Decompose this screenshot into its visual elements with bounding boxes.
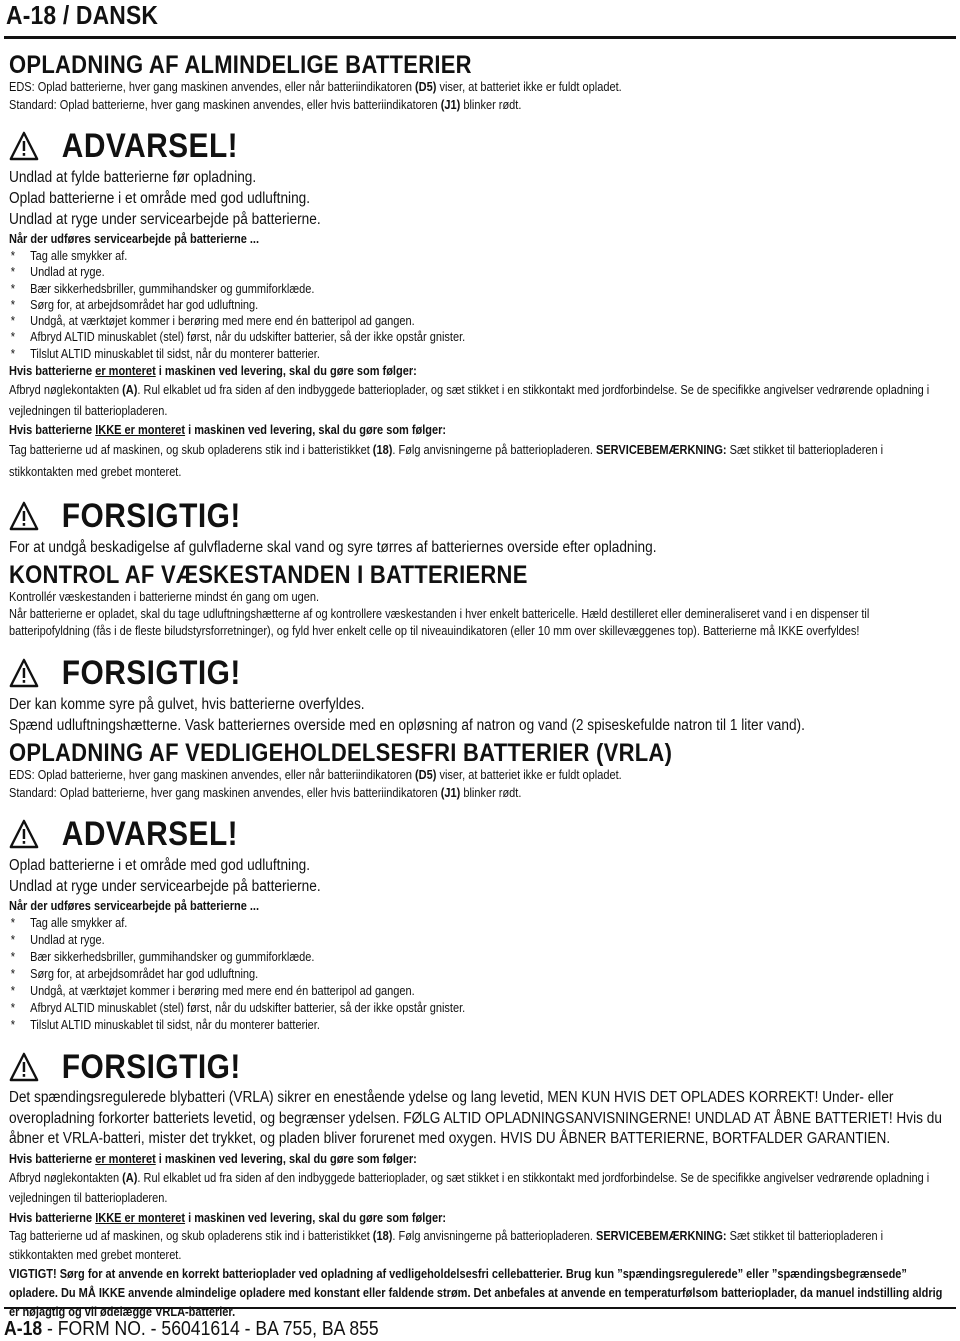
eds-instruction: EDS: Oplad batterierne, hver gang maskinen anvendes, eller når batteriindikatoren (D5) viser, at batteriet ikke er fuldt opladet. <box>9 768 622 783</box>
warning-line: Undlad at ryge under servicearbejde på batterierne. <box>9 878 321 896</box>
bullet-item: * Bær sikkerhedsbriller, gummihandsker og gummiforklæde. <box>10 281 315 296</box>
footer-form-number: - FORM NO. - 56041614 - BA 755, BA 855 <box>42 1318 379 1340</box>
fluid-check-instructions: Når batterierne er opladet, skal du tage udluftningshætterne af og kontrollere væskestanden i hver enkelt battericelle. Hæld destilleret eller demineraliseret vand i en dispenser til batteripofyldning (fås i de fleste biludstyrsforretninger), og fyld hver enkelt celle op til niveauindikatoren (eller 10 mm over skillevæggenes top). Batterierne må IKKE overfyldes! <box>9 607 870 639</box>
service-heading: Når der udføres servicearbejde på batterierne ... <box>9 899 260 914</box>
eds-instruction: EDS: Oplad batterierne, hver gang maskinen anvendes, eller når batteriindikatoren (D5) viser, at batteriet ikke er fuldt opladet. <box>9 80 622 94</box>
section-title-vrla: OPLADNING AF VEDLIGEHOLDELSESFRI BATTERIER (VRLA) <box>9 739 673 768</box>
warning-line: Oplad batterierne i et område med god udluftning. <box>9 857 311 875</box>
bullet-item: * Sørg for, at arbejdsområdet har god udluftning. <box>10 297 259 312</box>
bullet-item: * Undgå, at værktøjet kommer i berøring med mere end én batteripol ad gangen. <box>10 984 415 999</box>
warning-triangle-icon <box>9 1052 39 1082</box>
warning-triangle-icon <box>9 658 39 688</box>
warning-title: ADVARSEL! <box>61 127 239 165</box>
bullet-item: * Undlad at ryge. <box>10 265 105 280</box>
warning-triangle-icon <box>9 131 39 161</box>
bullet-item: * Tilslut ALTID minuskablet til sidst, når du monterer batterier. <box>10 1018 320 1033</box>
bullet-item: * Bær sikkerhedsbriller, gummihandsker og gummiforklæde. <box>10 950 315 965</box>
section-title-charging-batteries: OPLADNING AF ALMINDELIGE BATTERIER <box>9 51 472 79</box>
warning-line: Oplad batterierne i et område med god udluftning. <box>9 190 311 207</box>
mounted-instructions: Afbryd nøglekontakten (A). Rul elkablet ud fra siden af den indbyggede batterioplader, og sæt stikket i en stikkontakt med jordforbindelse. Se de specifikke angivelser vedrørende opladning i vejledningen til batteriopladeren. <box>9 383 930 418</box>
section-title-fluid-level: KONTROL AF VÆSKESTANDEN I BATTERIERNE <box>9 561 528 590</box>
caution-heading <box>9 1046 949 1088</box>
bullet-item: * Undlad at ryge. <box>10 933 105 948</box>
standard-instruction: Standard: Oplad batterierne, hver gang maskinen anvendes, eller hvis batteriindikatoren (J1) blinker rødt. <box>9 98 522 112</box>
bullet-item: * Tag alle smykker af. <box>10 249 128 263</box>
standard-instruction: Standard: Oplad batterierne, hver gang maskinen anvendes, eller hvis batteriindikatoren (J1) blinker rødt. <box>9 786 522 801</box>
vrla-caution-text: Det spændingsregulerede blybatteri (VRLA) sikrer en enestående ydelse og lang levetid, MEN KUN HVIS DET OPLADES KORREKT! Under- eller overopladning forkorter batteriets levetid, og begrænser ydelsen. FØLG ALTID OPLADNINGSANVISNINGERNE! UNDLAD AT ÅBNE BATTERIET! Hvis du åbner et VRLA-batteri, mister det trykket, og pladen bliver forurenet med oxygen. HVIS DU ÅBNER BATTERIERNE, BORTFALDER GARANTIEN. <box>9 1089 942 1148</box>
bullet-item: * Sørg for, at arbejdsområdet har god udluftning. <box>10 967 259 982</box>
caution-title: FORSIGTIG! <box>61 1048 241 1087</box>
page-footer <box>4 1318 379 1341</box>
caution-text: For at undgå beskadigelse af gulvfladerne skal vand og syre tørres af batteriernes overside efter opladning. <box>9 539 657 557</box>
top-divider <box>4 36 956 39</box>
warning-title: ADVARSEL! <box>61 815 239 854</box>
caution-title: FORSIGTIG! <box>61 654 241 693</box>
bullet-item: * Undgå, at værktøjet kommer i berøring med mere end én batteripol ad gangen. <box>10 314 415 329</box>
service-heading: Når der udføres servicearbejde på batterierne ... <box>9 232 260 246</box>
warning-triangle-icon <box>9 501 39 531</box>
warning-triangle-icon <box>9 819 39 849</box>
caution-title: FORSIGTIG! <box>61 497 241 536</box>
mounted-heading: Hvis batterierne er monteret i maskinen ved levering, skal du gøre som følger: <box>9 1151 417 1166</box>
warning-line: Undlad at ryge under servicearbejde på batterierne. <box>9 211 321 228</box>
warning-heading <box>9 125 949 167</box>
mounted-instructions: Afbryd nøglekontakten (A). Rul elkablet ud fra siden af den indbyggede batterioplader, og sæt stikket i en stikkontakt med jordforbindelse. Se de specifikke angivelser vedrørende opladning i vejledningen til batteriopladeren. <box>9 1170 930 1206</box>
important-note: VIGTIGT! Sørg for at anvende en korrekt batterioplader ved opladning af vedligeholdelsesfri cellebatterier. Brug kun ”spændingsregulerede” eller ”spændingsbegrænsede” opladere. Du MÅ IKKE anvende almindelige opladere med konstant eller faldende strøm. Det anbefales at anvende en temperaturfølsom batterioplader, da manuel indstilling aldrig er nøjagtig og vil ødelægge VRLA-batterier. <box>9 1266 943 1319</box>
page-content <box>9 52 949 1322</box>
bullet-item: * Tag alle smykker af. <box>10 916 128 931</box>
fluid-check-line: Kontrollér væskestanden i batterierne mindst én gang om ugen. <box>9 590 320 605</box>
caution-heading <box>9 495 949 537</box>
not-mounted-instructions: Tag batterierne ud af maskinen, og skub opladerens stik ind i batteristikket (18). Følg anvisningerne på batteriopladeren. SERVICEBEMÆRKNING: Sæt stikket til batteriopladeren i stikkontakten med grebet monteret. <box>9 1228 884 1262</box>
caution-line: Spænd udluftningshætterne. Vask batteriernes overside med en opløsning af natron og vand (2 spiseskefulde natron til 1 liter vand). <box>9 717 805 735</box>
not-mounted-heading: Hvis batterierne IKKE er monteret i maskinen ved levering, skal du gøre som følger: <box>9 423 447 438</box>
warning-heading <box>9 813 949 855</box>
bullet-item: * Afbryd ALTID minuskablet (stel) først, når du udskifter batterier, så der ikke opstår gnister. <box>10 1001 466 1016</box>
bottom-divider <box>4 1307 956 1309</box>
footer-page-number: A-18 <box>4 1318 43 1340</box>
caution-heading <box>9 652 949 694</box>
bullet-item: * Tilslut ALTID minuskablet til sidst, når du monterer batterier. <box>10 346 320 361</box>
not-mounted-heading: Hvis batterierne IKKE er monteret i maskinen ved levering, skal du gøre som følger: <box>9 1210 447 1225</box>
warning-line: Undlad at fylde batterierne før opladning. <box>9 169 257 186</box>
not-mounted-instructions: Tag batterierne ud af maskinen, og skub opladerens stik ind i batteristikket (18). Følg anvisningerne på batteriopladeren. SERVICEBEMÆRKNING: Sæt stikket til batteriopladeren i stikkontakten med grebet monteret. <box>9 443 884 480</box>
mounted-heading: Hvis batterierne er monteret i maskinen ved levering, skal du gøre som følger: <box>9 364 417 379</box>
bullet-item: * Afbryd ALTID minuskablet (stel) først, når du udskifter batterier, så der ikke opstår gnister. <box>10 330 466 345</box>
caution-line: Der kan komme syre på gulvet, hvis batterierne overfyldes. <box>9 696 365 714</box>
page-header: A-18 / DANSK <box>6 0 159 30</box>
